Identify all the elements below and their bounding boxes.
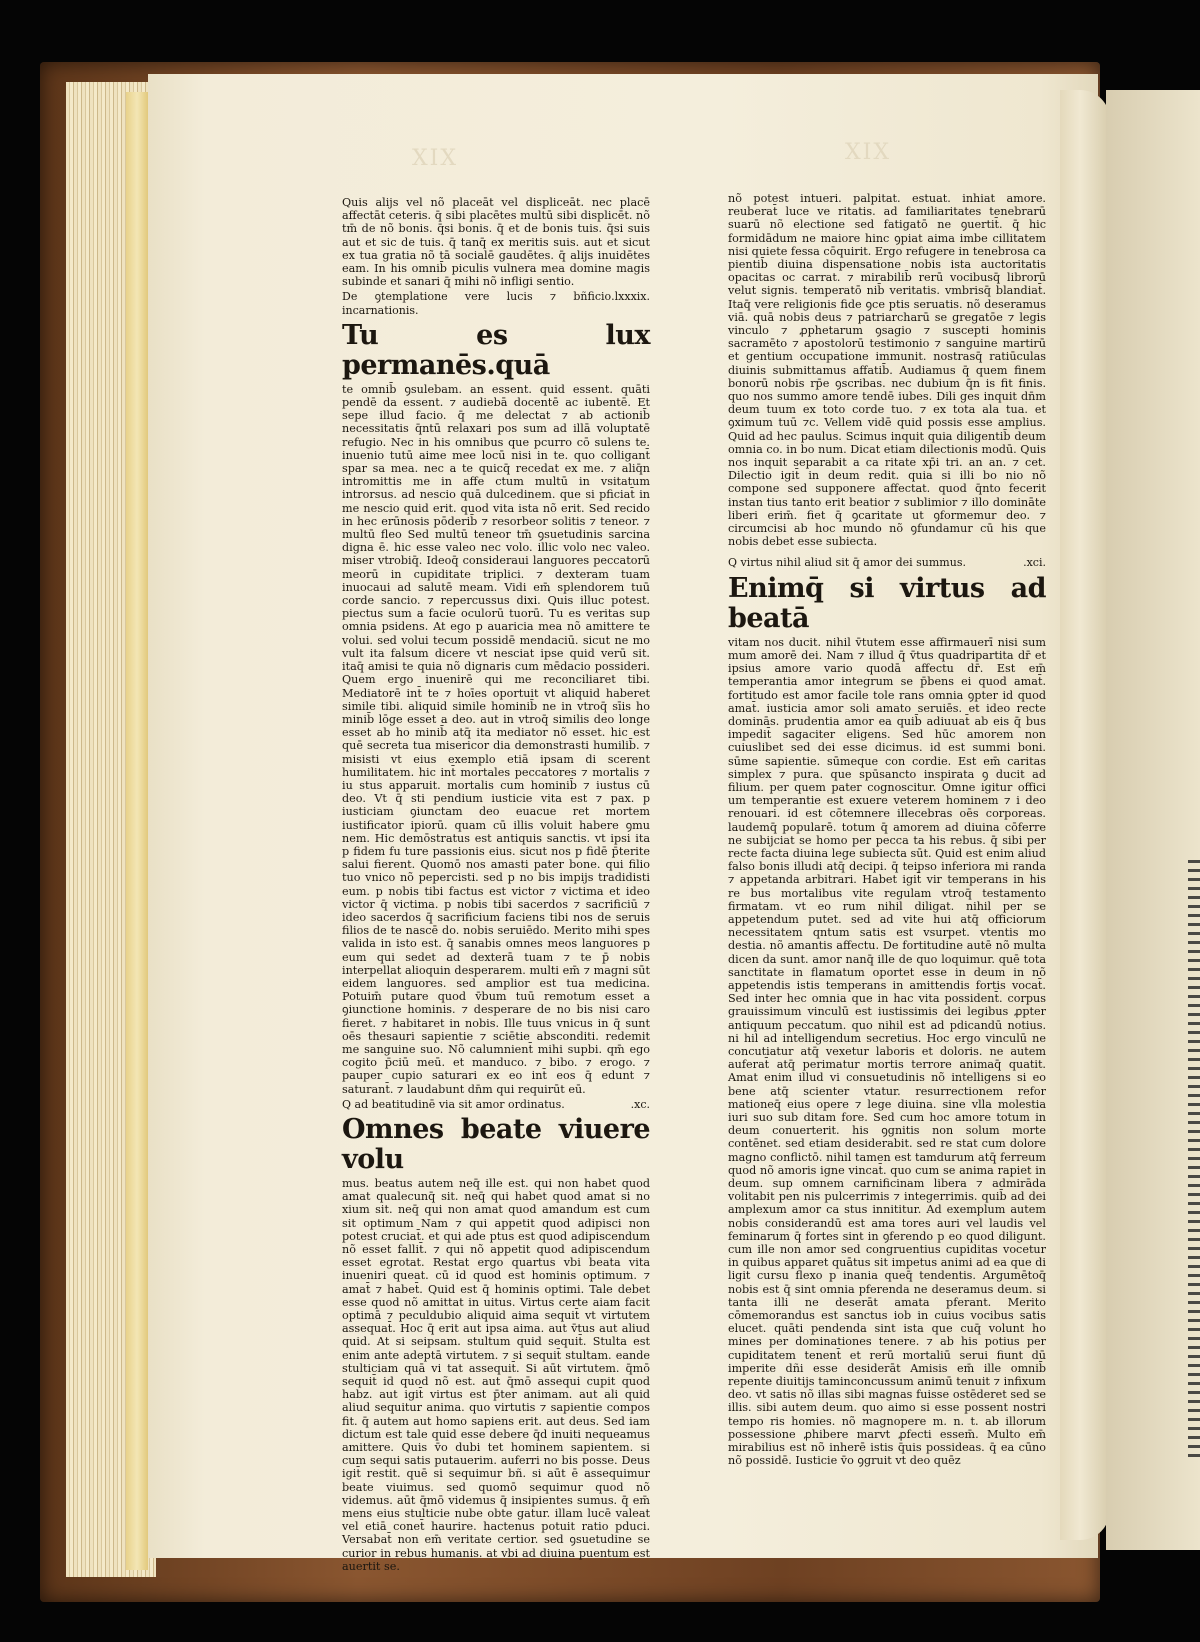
chapter-title: Q virtus nihil aliud sit q̄ amor dei summus.: [728, 556, 966, 570]
paragraph: Quis alijs vel nõ placeāt vel displiceāt. nec placē affectāt ceteris. q̄ sibi placētes multū sibi displicēt. nõ tm̄ de nõ bonis. q̄si bonis. q̄ et de bonis tuis. q̄si suis aut et sic de tuis. q̄ tanq̄ ex meritis suis. aut et sicut ex tua gratia nõ tā socialē gaudētes. q̄ alijs inuidētes eam. In his omnib̄ piculis vulnera mea domine magis subinde et sanari q̄ mihi nõ infligi sentio.: [342, 196, 650, 289]
chapter-heading: [342, 290, 650, 316]
incipit-heading: Tu es lux permanēs.quā: [342, 319, 650, 381]
paragraph: vitam nos ducit. nihil v̄tutem esse affirmauerī nisi sum mum amorē dei. Nam ⁊ illud q̄ v̄tus quadripartita dr̄ et ipsius amore vario quodā affectu dr̄. Est em̄ temperantia amor integrum se p̄bens ei quod amat̄. fortitudo est amor facile tole rans omnia ꝯpter id quod amat̄. iusticia amor soli amato seruiēs. et ideo recte dominās. prudentia amor ea quib̄ adiuuat̄ ab eis q̄ bus impedit̄ sagaciter eligens. Sed hūc amorem non cuiuslibet sed dei esse dicimus. id est summi boni. sūme sapientie. sūmeque con cordie. Est em̄ caritas simplex ⁊ pura. que spūsancto inspirata ꝯ ducit ad filium. per quem pater cognoscitur. Omne igitur offici um temperantie est exuere veterem hominem ⁊ i deo renouari. id est cōtemnere illecebras oēs corporeas. laudemq̄ popularē. totum q̄ amorem ad diuina cōferre ne subijciat se homo per pecca ta his rebus. q̄ sibi per recte facta diuina lege subiecta sūt. Quid est enim aliud falso bonis illudi atq̄ decipi. q̄ teipso inferiora mi randa ⁊ appetanda arbitrari. Habet igit̄ vir temperans in his re bus mortalibus vite regulam vtroq̄ testamento firmatam. vt eo rum nihil diligat. nihil per se appetendum putet. sed ad vite hui atq̄ officiorum necessitatem qntum satis est vsurpet. vtentis mo destia. nõ amantis affectu. De fortitudine autē nõ multa dicen da sunt. amor nanq̄ ille de quo loquimur. quē tota sanctitate in flamatum oportet esse in deum in nõ appetendis istis temperans in amittendis fortis vocat̄. Sed inter hec omnia que in hac vita possident̄. corpus grauissimum vinculū est iustissimis dei legibus ꝓpter antiquum peccatum. quo nihil est ad pdicandū notius. ni hil ad intelligendum secretius. Hoc ergo vinculū ne concutiatur atq̄ vexetur laboris et doloris. ne autem auferat̄ atq̄ perimatur mortis terrore animaq̄ quatit. Amat enim illud vi consuetudinis nõ intelligens si eo bene atq̄ scienter vtatur. resurrectionem refor mationeq̄ eius opere ⁊ lege diuina. sine vlla molestia iuri suo sub ditam fore. Sed cum hoc amore totum in deum conuerterit. his ꝯgnitis non solum morte contēnet. sed etiam desiderabit. sed re stat cum dolore magno conflictō. nihil tamen est tamdurum atq̄ ferreum quod nõ amoris igne vincat̄. quo cum se anima rapiet in deum. sup omnem carnificinam libera ⁊ admirāda volitabit pen nis pulcerrimis ⁊ integerrimis. quib̄ ad dei amplexum amor ca stus innititur. Ad exemplum autem nobis considerandū est ama tores auri vel laudis vel feminarum q̄ fortes sint in ꝯferendo p eo quod diligunt. cum ille non amor sed congruentius cupiditas vocetur in quibus apparet quātus sit impetus animi ad ea que di ligit cursu flexo p inania queq̄ tendentis. Argumētoq̄ nobis est q̄ sint omnia pferenda ne deseramus deum. si tanta illi ne deserāt amata pferant. Merito cōmemorandus est sanctus iob in cuius vocibus satis elucet. quāti pendenda sint ista que cuq̄ volunt ho mines per dominationes tenere. ⁊ ab his potius per cupiditatem tenent̄ et rerū mortaliū serui fiunt dū imperite dñi esse desiderāt Amisis em̄ ille omnib̄ repente diuitijs taminconcussum animū tenuit ⁊ infixum deo. vt satis nõ illas sibi magnas fuisse ostēderet sed se illis. sibi autem deum. quo aimo si esse possent nostri tempo ris homies. nõ magnopere m. n. t. ab illorum possessione ꝓhibere marvt ꝓfecti essem̄. Multo em̄ mirabilius est nõ inherē istis q̄uis possideas. q̄ ea cūno nõ possidē. Iusticie v̄o ꝯgruit vt deo quēz: [728, 635, 1046, 1468]
facing-page-edge: [1106, 90, 1200, 1550]
folio-right: XIX: [845, 140, 892, 165]
incipit-heading: Enimq̄ si virtus ad beatā: [728, 572, 1046, 634]
chapter-number: .xc.: [630, 1097, 650, 1111]
paragraph: te omnib̄ ꝯsulebam. an essent. quid essent. quāti pendē da essent. ⁊ audiebā docentē ac iubentē. Et sepe illud facio. q̄ me delectat ⁊ ab actionib̄ necessitatis q̄ntū relaxari pos sum ad illā voluptatē refugio. Nec in his omnibus que pcurro cō sulens te. inuenio tutū aime mee locū nisi in te. quo colligant̄ spar sa mea. nec a te quicq̄ recedat ex me. ⁊ aliq̄n intromittis me in affe ctum multū in vsitatum introrsus. ad nescio quā dulcedinem. que si pficiat̄ in me nescio quid erit. quod vita ista nõ erit. Sed recido in hec erūnosis pōderib̄ ⁊ resorbeor solitis ⁊ teneor. ⁊ multū fleo Sed multū teneor tm̄ ꝯsuetudinis sarcina digna ē. hic esse valeo nec volo. illic volo nec valeo. miser vtrobiq̄. Ideoq̄ consideraui languores peccatorū meorū in cupiditate triplici. ⁊ dexteram tuam inuocaui ad salutē meam. Vidi em̄ splendorem tuū corde sancio. ⁊ repercussus dixi. Quis illuc potest. piectus sum a facie oculorū tuorū. Tu es veritas sup omnia psidens. At ego p auaricia mea nõ amittere te volui. sed volui tecum possidē mendaciū. sicut ne mo vult ita falsum dicere vt nesciat ipse quid verū sit. itaq̄ amisi te quia nõ dignaris cum mēdacio possideri. Quem ergo inuenirē qui me reconciliaret tibi. Mediatorē int̄ te ⁊ hoīes oportuit vt aliquid haberet simile tibi. aliquid simile hominib̄ ne in vtroq̄ sīis ho minib̄ lōge esset a deo. aut in vtroq̄ similis deo longe esset ab ho minib̄ atq̄ ita mediator nõ esset. hic est quē secreta tua misericor dia demonstrasti humilib̄. ⁊ misisti vt eius exemplo etiā ipsam di scerent humilitatem. hic int̄ mortales peccatores ⁊ mortalis ⁊ iu stus apparuit. mortalis cum hominib̄ ⁊ iustus cū deo. Vt q̄ sti pendium iusticie vita est ⁊ pax. p iusticiam ꝯiunctam deo euacue ret mortem iustificator ipiorū. quam cū illis voluit habere ꝯmu nem. Hic demōstratus est antiquis sanctis. vt ipsi ita p fidem fu ture passionis eius. sicut nos p fidē p̄terite salui fierent. Quomō nos amasti pater bone. qui filio tuo vnico nõ pepercisti. sed p no bis impijs tradidisti eum. p nobis tibi factus est victor ⁊ victima et ideo victor q̄ victima. p nobis tibi sacerdos ⁊ sacrificiū ⁊ ideo sacerdos q̄ sacrificium faciens tibi nos de seruis filios de te nascē do. nobis seruiēdo. Merito mihi spes valida in isto est. q̄ sanabis omnes meos languores p eum qui sedet ad dexterā tuam ⁊ te p̄ nobis interpellat alioquin desperarem. multi em̄ ⁊ magni sūt eidem languores. sed amplior est tua medicina. Potuim̄ putare quod v̄bum tuū remotum esset a ꝯiunctione hominis. ⁊ desperare de no bis nisi caro fieret. ⁊ habitaret in nobis. Ille tuus vnicus in q̄ sunt oēs thesauri sapientie ⁊ sciētie absconditi. redemit me sanguine suo. Nõ calumnient̄ mihi supbi. qm̄ ego cogito p̄ciū meū. et manduco. ⁊ bibo. ⁊ erogo. ⁊ pauper cupio saturari ex eo int̄ eos q̄ edunt ⁊ saturant̄. ⁊ laudabunt dn̄m qui requirūt eū.: [342, 382, 650, 1096]
chapter-number: .xci.: [1023, 556, 1046, 570]
incipit-heading: Omnes beate viuere volu: [342, 1114, 650, 1175]
page-curl: [1060, 90, 1110, 1540]
gilt-edge: [126, 92, 148, 1570]
chapter-heading: [728, 556, 1046, 569]
left-column: [342, 196, 650, 1573]
right-column: [728, 192, 1046, 1467]
facing-page-text: [1188, 860, 1200, 1460]
folio-left: XIX: [412, 146, 459, 171]
chapter-number: .lxxxix.: [611, 290, 650, 304]
paragraph: nõ potest intueri. palpitat. estuat. inhiat amore. reuberat̄ luce ve ritatis. ad familiaritates tenebrarū suarū nõ electione sed fatigatō ne ꝯuertit̄. q̄ hic formidādum ne maiore hinc ꝯpiat aima imbe cillitatem nisi quiete fessa cōquirit. Ergo refugere in tenebrosa ca pientib̄ diuina dispensatione nobis ista auctoritatis opacitas oc carrat. ⁊ mirabilib̄ rerū vocibusq̄ librorū velut signis. temperatō nib̄ veritatis. vmbrisq̄ blandiat̄. Itaq̄ vere religionis fide ꝯce ptis seruatis. nõ deseramus viā. quā nobis deus ⁊ patriarcharū se gregatōe ⁊ legis vinculo ⁊ ꝓphetarum ꝯsagio ⁊ suscepti hominis sacramēto ⁊ apostolorū testimonio ⁊ sanguine martirū et gentium occupatione immunit. nostrasq̄ ratiūculas diuinis submittamus affatib̄. Audiamus q̄ quem finem bonorū nobis rp̄e ꝯscribas. nec dubium q̄n is fit finis. quo nos summo amore tendē iubes. Dili ges inquit dn̄m deum tuum ex toto corde tuo. ⁊ ex tota ala tua. et ꝯximum tuū ⁊c. Vellem vidē quid possis esse amplius. Quid ad hec paulus. Scimus inquit quia diligentib̄ deum omnia co. in bo num. Dicat etiam dilectionis modū. Quis nos inquit separabit a ca ritate xp̄i tri. an an. ⁊ cet. Dilectio igit̄ in deum redit. quia si illi bo nio nõ compone sed supponere affectat. quod q̄nto fecerit instan tius tanto erit beatior ⁊ sublimior ⁊ illo domināte liberi erim̄. fiet q̄ ꝯcaritate ut ꝯformemur deo. ⁊ circumcisi ab hoc mundo nõ ꝯfundamur cū his que nobis debet esse subiecta.: [728, 192, 1046, 549]
chapter-heading: [342, 1098, 650, 1111]
paragraph: mus. beatus autem neq̄ ille est. qui non habet quod amat qualecunq̄ sit. neq̄ qui habet quod amat si no xium sit. neq̄ qui non amat quod amandum est cum sit optimum Nam ⁊ qui appetit quod adipisci non potest cruciat̄. et qui ade ptus est quod adipiscendum nõ esset fallit̄. ⁊ qui nõ appetit quod adipiscendum esset egrotat. Restat ergo quartus vbi beata vita inueniri queat. cū id quod est hominis optimum. ⁊ amat̄ ⁊ habet̄. Quid est q̄ hominis optimi. Tale debet esse quod nõ amittat in uitus. Virtus certe aiam facit optimā ⁊ peculdubio aliquid aima sequit̄ vt virtutem assequat̄. Hoc q̄ erit aut ipsa aima. aut v̄tus aut aliud quid. At si seipsam. stultum quid sequit̄. Stulta est enim ante adeptā virtutem. ⁊ si sequit̄ stultam. eande stulticiam quā vi tat assequit̄. Si aūt virtutem. q̄mō sequit̄ id quod nõ est. aut q̄mō assequi cupit quod habz. aut igit̄ virtus est p̄ter animam. aut ali quid aliud sequitur anima. quo virtutis ⁊ sapientie compos fit. q̄ autem aut homo sapiens erit. aut deus. Sed iam dictum est tale quid esse debere q̄d inuiti nequeamus amittere. Quis v̄o dubi tet hominem sapientem. si cum sequi satis putauerim. auferri no bis posse. Deus igit̄ restit. quē si sequimur bñ. si aūt ē assequimur beate viuimus. sed quomō sequimur quod nõ videmus. aūt q̄mō videmus q̄ insipientes sumus. q̄ em̄ mens eius stulticie nube obte gatur. illam lucē valeat vel etiā conet̄ haurire. hactenus potuit ratio pduci. Versabat̄ non em̄ veritate certior. sed ꝯsuetudine se curior in rebus humanis. at vbi ad diuina puentum est auertit se.: [342, 1177, 650, 1573]
chapter-title: Q ad beatitudinē via sit amor ordinatus.: [342, 1097, 565, 1111]
chapter-title: De ꝯtemplatione vere lucis ⁊ bñficio incarnationis.: [342, 290, 612, 317]
